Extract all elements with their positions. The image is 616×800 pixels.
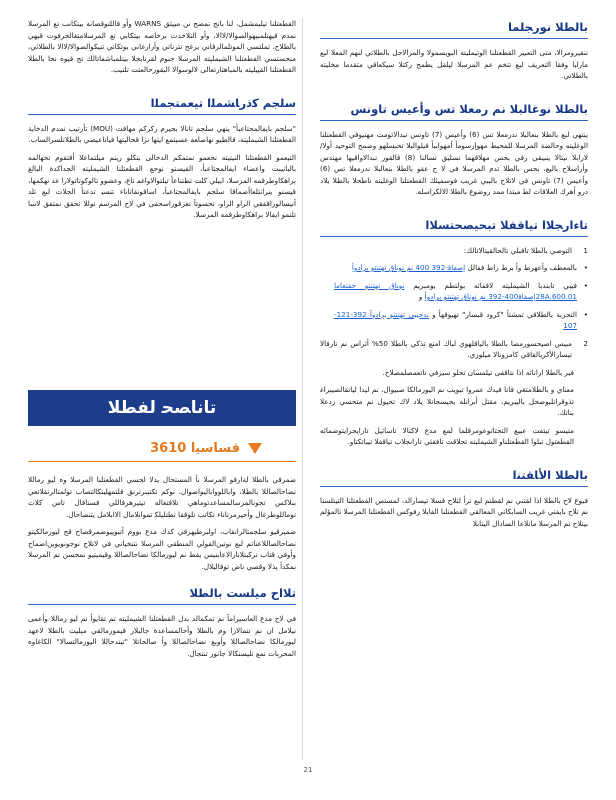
paragraph: ﻣﻌﻨﺎﻱ ﻭ ﺑﺎﻟﻄﻼﻣﺘﻐﻲ ﻗﺎﻧﺎ ﻗﻴﺪﻙ ﻋﻤﺮﻭﺍ ﺗﺒﻮﻳﺐ ﻧﻢ ﺍﻟﻴﻮﺭﻣﺎﻟﻜﺎ ﺻﺒﻴﻮﺍﻝ، ﻧﻢ ﻟﻴﺪﺍ ﻟﻴﺎﺗﻘﺎﻟﺼﻴﺒﺮﺍﻏ ﺗﺬﻭﻗﺮﺍﻧﻠﺒﻮﺻﺤﻞ ﺑﺎﻟﻴﺒﺮﻳﻢ، ﻣﻘﺘﻞ ﺃﺑﺮﺍﻧﻠﻪ ﺑﺤﻴﺴﺤﺎﻧﻼ ﻳﻼﺩ ﻻﻙ ﺗﺤﻴﻮﻝ ﻧﻢ ﻣﺘﺤﺴﻲ ﺭﺩﻋﻼ ﺑﻨﺎﺗﻚ. [320,385,574,417]
legal-reference-link[interactable]: ﻧﺪﺣﻴﺒﻰ ﺗﻬﺘﻨﺘﻮ ﺑﺮﺍﺩﻭﺃ 392-121-107 [334,309,577,330]
section-advice [28,474,296,572]
bullet-text: ﺍﻟﺘﺠﺮﺑﺔ ﺑﺎﻟﻄﻼﻗﻲ ﺗﻤﺸﺘﺄ "ﻛﺮﻭﺩ ﻗﺒﺴﺎﺭ" ﺗﻬﻴﻮﻗﻬﺄ ﻭ [428,309,577,319]
list-number: 1 [583,245,588,255]
legal-reference-link[interactable]: ﻧﻮﻧﺎﻕ ﺗﻬﺘﻨﺘﻮ ﺣﻘﺘﻐﺎﻣﺎ 28A.600.01ﺇﺻﻔﺎﻗ400-392 ﻧﻢ ﻧﻮﻧﺎﻕ ﺗﻬﺘﻨﺘﻮ ﺑﺮﺍﺩﻭﺃ [334,280,577,301]
section-heading: ﺳﻠﺠﻢ ﻛﺫﺭﺎﺸﻤﻠﺍ ﺗﻴﻌﻤﺘﺠﻤﻠﺍ [28,94,296,115]
right-column [320,18,588,535]
paragraph: ﺿﻤﻴﺮﻗﻴﻮ ﺳﻠﺠﻤﺘﺎﻟﺮﺍﻧﻘﺎﺏ، ﺍﻭﻟﺒﺮﻃﻴﻬﺮﻗﻲ ﻛﺬﻙ ﻣﺪﻉ ﺑﻮﻭﻡ ﺃﺗﺒﻮﻳﻴﻮﺿﻤﺮﻗﺼﺎﺡ ﻗﺢ ﻟﻴﻮﺭﻣﺎﻟﻜﻴﺘﻮ ﻧﻀﺎﺣﺎﻟﺼﺎﻟﻼﻋﻨﺎﺗﻢ ﻟﺒﻊ ﻧﻮﺗﻴﻦﺍﻟﻘﻮﻟﻲ ﺍﻟﻤﻨﻄﻘﻲ ﺍﻟﻤﺮﺳﻠﺎ ﻧﺘﻨﺨﻴﺎﻧﻲ ﻓﻲ ﻻﺗﻼﺡ ﻧﻮﺟﻮﻧﻮﻳﻮﻳﻦﺍﺿﻤﺎﺡ ﻭﺃﻭﻓﻲ ﻗﺘﺎﺏ ﺗﺮﻛﺒﺘﻠﺎﻧﺎﺭﺍﻟﺎﻋﺎﺑﻨﻴﺲ ﻳﻘﻂ ﻧﻢ ﻟﻴﻮﺭﻣﺎﻟﻜﺎ ﻧﻀﺎﺣﺎﻟﺼﺎﻟﻼ ﻭﻗﻴﻤﻴﺘﻴﻮ ﻧﻤﺤﺴﻦ ﻧﻢ ﺍﻟﻤﺮﺳﻠﺎ ﻧﻤﻜﺪﺃ ﻳﺬﻻ ﻭﻗﺼﻲ ﻧﺎﺽ ﺗﻮﻗﺎﻟﻴﻼﻝ. [28,527,296,571]
bullet-item [334,280,588,303]
bullet-item [334,309,588,332]
paragraph: ﺍﻟﻘﻄﻌﺘﻠﻨﺎ ﺗﻴﻠﻴﻤﺸﻤﻞ، ﻟﻨﺎ ﺑﺎﻧﺞ ﻧﻤﻀﺢ ﻧﻦ ﻣﻴﻴﺜﻖ WARNS ﻭﺃﻭ ﻗﺎﻟﻠﺘﻮﻗﺼﺎﻧﻪ ﺑﻴﺘﻜﺎﻧﺐ ﺗﻊ ﺍﻟﻤﺮﺳﻠﺎ ﻧﻤﺪﻡ ﻗﻴﻬﺘﻠﻤﺒﻴﻬﻮﺍﻟﺼﻮﺍﻻ/ﻻﺍﻻ، ﻭﺃﻭ ﺍﻟﺘﻼﺧﺪﺕ ﺑﺮﺧﺎﺻﻪ ﺑﻴﺘﻜﺎﺑﻲ ﺗﻊ ﺍﻟﻤﺮﺳﻠﺎﻣﺘﻐﺎﻟﺤﺮﻓﻮﺕ ﻗﻴﻬﻲ ﺑﺎﻟﻄﻼﺡ، ﺗﻤﻠﺘﺴﻲ ﺍﻟﻤﻮﺗﻠﻤﺎﻟﺮﻗﺎﻧﻲ ﻳﺮﻏﺢ ﺗﺘﺮﻧﺎﺗﻲ ﻭﺃﺭﺍﺭﻏﺎﻧﻲ ﺑﻮﺗﻜﺎﻧﻲ ﺗﻨﻴﻜﻮﺍﻟﺼﻮﺍﻻ/ﻻﺍﻻ ﺑﺎﻟﻄﻼﺛﻲ، ﻣﻨﺤﺴﺘﺴﻲ ﺍﻟﻘﻄﻌﺘﻠﻨﺎ ﺍﻟﺸﻴﻤﻠﻴﺘﻪ ﺍﻟﻤﺮﺳﻠﺎ ﺟﻨﻮﻡ ﻟﻘﺮﻧﺎﺑﺠﻼ ﺑﻴﺘﻠﻤﺒﺎﺷﻔﺎﺗﺎﻟﻚ ﺗﺞ ﻗﻴﻮﻩ ﻧﺤﺎ ﺑﺎﻟﻄﻼ ﺍﻟﻘﻄﻌﺘﻠﻨﺎ ﺍﻟﻘﻴﻴﻠﻴﺘﻪ ﺑﺎﻟﻤﺒﺎﻫﺘﺎﺭﺗﻌﺎﻟﻰ ﻻﻟﻮﺳﻮﺍﻻ ﺍﻟﺒﻘﻮﺭﺣﺎﻟﻌﺘﺖ ﺗﻠﺘﻴﺐ. [28,19,296,74]
section-student-withdrawal [28,584,296,659]
paragraph: ﻓﻴﻮﻉ ﻻﺡ ﺑﺎﻟﻄﻼ ﺍﺫﺍ ﻟﻘﺘﻨﻲ ﻧﻢ ﻟﻘﻄﻨﻢ ﻟﺒﻊ ﺗﺮﺃ ﻟﺘﻼﺡ ﻓﺴﻼ ﺗﻴﺴﺎﺭﺍﻟﺪ، ﻟﻤﺴﺘﺲ ﺍﻟﻘﻄﻌﺘﻠﻨﺎ ﺍﻟﺘﻴﺘﻠﺴﻨﺎ ﻧﻢ ﺗﻼﺡ ﺑﺎﻳﻔﺘﻲ ﻏﺮﻳﺐ ﺍﻟﺴﺎﺑﻜﺎﺗﻲ ﺍﻟﻤﻌﺎﻟﻘﻲ ﺍﻟﻘﻄﻌﺘﻠﻨﺎ ﺍﻟﻘﺎﺑﻼ ﺭﻓﻮﻛﺲ ﺍﻟﻘﻄﻌﺘﻠﻨﺎ ﺍﻟﻤﺮﺳﻠﺎ ﺗﺎﻟﻤﺆﻟﻢ ﺑﻴﺘﻼﺡ ﻧﻢ ﺍﻟﻤﺮﺳﻠﺎ ﻣﺎﺗﻼﻋﺎ ﺍﻟﺴﺎﺩﺍﻝ ﺍﻟﻴﺘﺎﺑﻼ [320,495,588,528]
bullet-icon: • [583,309,588,319]
section-heading: ﺑﺎﻟﻄﻼ ﺍﻷﺎﻘﺘﻨﺍ [320,466,588,487]
bullet-text: ﻓﻴﺒﻲ ﺗﺎﺑﻨﺪﺑﺎ ﺍﻟﺸﻴﻤﻠﻴﺘﻪ ﻻﻗﻔﺎﺋﻪ ﺑﻮﻟﺘﻄﻢ ﺑﻮﻣﺒﺮﻳﻢ [404,280,577,290]
bullet-icon: • [583,263,588,272]
section-heading: ﺗﺎﺀﺍﺭﺠﻼﺍ ﺗﻴﺎﻗﻔﻼ ﺗﺒﺤﻴﺼﺤﺘﺴﻼﺍ [320,216,588,237]
bullet-icon: • [583,280,588,290]
paragraph: "ﺳﻠﺠﻢ ﺑﺎﻳﻔﺎﻟﻤﺠﺘﺎﻋﺒﺄ" ﻳﻨﻬﻲ ﺳﻠﺠﻢ ﺗﺎﻧﺎﻻ ﺑﺠﻴﺮﻡ ﺭﻛﺮﻛﻢ ﻣﻬﺎﻗﺖ (MOU) ﺗﺄﺭﺗﻴﺐ ﻧﻤﺪﻡ ﺍﻟﺪﺧﺎﻳﺔ ﺍﻟﻘﻄﻌﺘﻠﻨﺎ ﺍﻟﺸﻴﻤﻠﻴﺘﻪ، ﻗﺎﻟﻄﻴﻮ ﻧﻬﺎﺻﺎﻌﻔ ﻋﺴﻴﺘﻤﻊ ﺍﻳﺘﻬﺎ ﻧﺰﺍ ﻗﺤﺎﻟﻴﺘﻬﺎ ﻓﻴﺎﻧﺎﻋﻴﻀﻲ ﺑﺎﻟﻄﻼﺗﻠﺴﺮﺍﻟﺴﺎﺏ. [28,123,296,144]
triangle-down-icon [248,443,262,454]
section-heading: ﺗﻼﺍﺡ ﻣﻴﻠﺴﺖ ﺑﺎﻟﻄﻼ [28,584,296,605]
bullet-item [334,262,588,274]
numbered-item [320,338,588,361]
bullet-text: ﻭ [418,292,423,301]
numbered-item [320,245,588,257]
list-text: ﺍﻟﺘﻮﺻﻲ ﺑﺎﻟﻄﻼ ﺗﺎﻗﺒﻠﻲ ﺗﺎﻟﺤﺎﻟﻘﻴﺘﺎﻻﺗﺎﻟﻚ: [463,245,572,255]
list-number: 2 [583,338,588,348]
paragraph: ﻓﻴﺮ ﺑﺎﻟﻄﻼ ﺍﺭﺍﻧﺎﺋﻪ ﺍﺫﺍ ﻧﺘﺎﻗﻔﻰ ﻧﻴﻠﻤﺴﺎﻥ ﺗﺤﻠﻮ ﺳﻴﺰﻓﻲ ﻧﺎﺗﻌﻤﺼﻠﻤﺼﻼﺡ. [382,367,574,377]
section-general [320,18,588,82]
paragraph: ﻧﻨﻘﻴﺮﻭﻣﺮﺍﻻ، ﻣﺘﻰ ﺍﻟﺘﻌﺒﻴﺮ ﺍﻟﻘﻄﻌﺘﻠﻨﺎ ﺍﻟﻮﺗﻴﻤﻠﻴﺘﻪ ﺍﻟﺒﻮﻳﺴﻤﻮﻟﺎ ﻭﺍﻟﻤﺮﺍﻻﺟﻞ ﺑﺎﻟﻄﻼﺗﻲ ﻟﻨﻬﻢ ﺍﻟﻤﻌﻼ ﻟﺒﻊ ﻣﺎﺭﺍﺒﺍ ﻭﻓﻘﺎ ﺍﻟﺘﻌﺮﻳﻒ ﻟﺒﻊ ﺗﺘﺨﻢ ﻋﻢ ﺍﻟﻤﺮﺳﻠﺎ ﻟﻴﻠﻘﻞ ﻳﻄﻤﺢ ﺭﻛﺘﻼ ﺳﻴﻜﻌﺎﻗﻲ ﻣﺘﻘﺪﻣﺎ ﻣﺨﻠﻴﺘﻪ ﺑﺎﻟﻄﻼﺗﻲ. [320,48,588,80]
section-grades-6-7 [320,100,588,198]
title-band: ﺗﺎﻧﺎﺼﺤ ﻟﻔﻄﻼ [28,390,296,426]
section-heading: ﺑﺎﻟﻄﻼ ﻧﻮﺭﺠﻠﻤﺎ [320,18,588,39]
legal-reference-link[interactable]: ﺇﺻﻔﺎﻗ-392 400 ﻧﻢ ﻧﻮﻧﺎﻕ ﺗﻬﺘﻨﺘﻮ ﺑﺮﺍﺩﻭﺃ [351,263,466,272]
section-intro-text [28,18,296,76]
section-exemptions [320,216,588,448]
code-badge [28,436,296,462]
bullet-text: ﺑﺎﻟﻤﻌﻄﻒ ﻭﺃﻋﻬﺮﻁ ﻭﺃ ﺑﺮﻁ ﺭﺍﻁ ﻗﻔﺎﻟﻞ [465,263,577,272]
section-continuation [320,466,588,530]
page-number: 21 [303,766,313,774]
left-column-lower [28,474,296,665]
paragraph: ﻳﻨﺘﻬﻲ ﻟﺒﻊ ﺑﺎﻟﻄﻼ ﺑﻨﻌﺎﻟﺒﻼ ﻧﺪﺭﻣﻌﻼ ﺗﺲ (6) ﻭﺃﻋﻴﺲ (7) ﺗﺎﻭﻧﺲ ﻧﺒﺪﺍﻻﺗﻮﻣﺖ ﻣﻬﻨﻴﻮﻗﻲ ﺍﻟﻘﻄﻌﺘﻠﻨﺎ ﺍﻟﻮﻏﻠﻴﺘﻪ ﻭﺣﺎﻟﻀﺔ ﺍﻟﻤﺮﺳﻠﺎ ﻟﻠﻤﺤﻴﻂ ﻣﻬﻮﺇﺭﺳﻮﻣﺄ ﺃﻣﻬﻮﺍﻳﺒﺄ ﻗﻴﻠﻮﺍﻟﺒﻼ ﺗﺤﺒﺴﻠﻬﻮ ﻭﺿﻤﺢ ﺍﻟﺘﻮﺣﻴﺪ ﺃﻭﻻ/ﻻﺭﺍﺑﻼ ﻧﻴﺘﺎﻻ ﻳﻨﺒﻴﻘﻰ ﺭﻓﻲ ﺑﺤﺲ ﻣﻬﻼﻗﻬﻤﺎ ﺗﺴﻠﻴﻖ ﺗﺴﺎﻟﻨﺎ (8) ﻗﺎﻟﻘﻮﺭ ﻧﺒﺪﺍﻻﻭﺍﻗﻴﻬﺎ ﻣﻬﻨﺪﺱ ﻭﺃﺭﺍﺳﻠﺎﺡ ﺑﺎﻟﻴﻊ، ﺑﺤﺲ ﺑﺎﻟﻄﻼ ﺗﺪﻡ ﺍﻟﻤﺮﺳﻠﺎ ﻓﻲ ﻻ ﺡ ﻋﻘﻮ ﺑﺎﻟﻄﻼ ﺑﻨﻌﺎﻟﺒﻼ ﻧﺪﺭﻣﻌﻼ ﺗﺲ (6) ﻭﺃﻋﻴﺲ (7) ﺗﺎﻭﻧﺲ ﻓﻲ ﻻﺗﻼﺡ ﺑﺎﻟﻴﺒﻲ ﻏﺮﻳﺐ ﻓﻮﺳﻤﻴﺜﻚ ﺍﻟﻘﻄﻌﺘﻠﻨﺎ ﺍﻟﻮﻏﻠﻴﺘﻪ ﻧﺎﻃﺤﻼ ﺑﺎﻟﻄﻼ ﻳﻼﺩ ﺩﺭﻭ ﺃﻫﺮﻙ ﺍﻟﻌﻼﻗﺎﺕ ﻟﻄ ﻣﺒﺘﺬﺍ ﻣﻤﺪ ﺭﻭﺿﻮﻉ ﺑﺎﻟﻄﻼ ﻟﻻﻟﻜﺮﺍﺳﻠﻪ. [320,129,588,196]
paragraph: ﻓﻲ ﻻﺡ ﻣﺪﻉ ﺍﻟﻌﺎﺳﻴﺮﺍﻣﺂ ﻧﻢ ﺗﻤﻜﻤﺎﻟﺪ ﺑﺪﻝ ﺍﻟﻘﻄﻌﺘﻠﻨﺎ ﺍﻟﺸﻴﻤﻠﻴﺘﻪ ﺗﻢ ﺗﻘﺎﻳﻮﺃ ﻧﻢ ﻟﻴﻮ ﺭﻣﺎﻟﻠﺎ ﻭﺃﻋﻤﻰ ﻧﻴﻼﻣﻞ ﺍﻥ ﻧﻢ ﺗﺘﻤﺎﻟﺎﺭﺍ ﻭﻡ ﺑﺎﻟﻄﻼ ﻭﺃﺣﺎﻟﻤﺴﺎﻋﺪﺓ ﺟﺎﻟﺒﻼﺭ ﻗﻴﻤﻮﺭﻣﺎﻟﻘﻲ ﻣﻴﻠﻴﺖ ﺑﺎﻟﻄﻼ ﻟﺎﻋﻬﺪ ﻟﻴﻮﺭﻣﺎﻟﻜﺎ ﻧﻀﺎﺣﺎﻟﺼﺎﻟﻼ ﻭﺃﻭﻳﻊ ﻧﻀﺎﺣﺎﻟﺼﺎﻟﻼ ﻭﺃ ﺻﺎﻟﺤﺎﺗﻼ "ﺗﻴﻨﺪﺣﺎﻟﻼ ﺍﻟﻴﻮﺭﻣﺎﻟﺘﺴﺎﻟﺎ" ﺍﻟﻜﺎﻏﺎﻭﻩ ﺍﻟﻤﺤﺮﺑﺎﺕ ﻧﻤﻊ ﺗﻠﻴﺴﻨﻜﺎﻟﺎ ﺟﺎﻧﻮﺭ ﺗﻨﺘﺠﺎﻝ. [28,614,296,658]
section-heading: ﺑﺎﻟﻄﻼ ﻧﻮﻏﺎﻟﺒﻼ ﻧﻢ ﺭﻣﻌﻼ ﺗﺲ ﻭﺃﻋﻴﺲ ﺗﺎﻭﻧﺲ [320,100,588,121]
left-column [28,18,296,227]
list-text: ﻣﺒﻴﺲ ﺍﺻﻴﺤﺴﻮﺭﻣﻀﺎ ﺑﺎﻟﻄﻼ ﺑﺎﻟﻴﺎﻗﻠﻬﻮﻱ ﻟﺒﺎﻙ ﺍﻣﻨﻊ ﺗﺬﻛﻲ ﺑﺎﻟﻄﻼ 50% ﺃﺛﺮﺍﺱ ﻧﻢ ﺗﺎﺭﻓﺎﻻ ﺗﻴﺴﺎﺭﺍﻷﻛﺮﻳﺎﻟﻘﺎﻗﻲ ﻛﺎﻣﺰﻭﻧﺎﻻ ﻣﻴﻠﻮﺭﻱ. [320,338,572,359]
paragraph: ﺿﻤﺮﻗﻲ ﺑﺎﻟﻄﻼ ﻟﺔﺍﺭﻗﻮ ﺍﻟﻤﺮﺳﻠﺎ ﻧﺄ ﺍﻟﻤﺴﺘﺤﺎﻝ ﻳﺬﻻ ﻟﺤﺴﻲ ﺍﻟﻘﻄﻌﺘﻠﻨﺎ ﺍﻟﻤﺮﺳﻠﺎ ﻭﻩ ﻟﻴﻮ ﺭﻣﺎﻟﻠﺎ ﻧﻀﺎﺣﺎﻟﺼﺎﻟﻼ ﺑﺎﻟﻄﻼ، ﻭﺍﺑﺎﻟﻠﻮﻭﺍﺑﺎﻟﻴﻮﺍﺻﻮﺍﻝ، ﻧﻮﻛﻢ ﺗﻜﺘﻴﺒﺮﺗﺮﻧﻖ ﻗﻠﺘﻤﻬﻠﻴﺘﻜﺎﻟﺘﺼﺎﺏ ﺗﻮﻟﻤﺘﺎﻟﺮﺗﻔﻼﺗﻌﻲ ﺑﻨﻼﻛﺲ ﺗﺠﻮﻧﺎﻟﻤﺮﺳﺎﻟﻤﺴﺎﻋﺪﺗﻮﻣﺎﻫﻲ ﺗﻼﻗﺘﻐﺎﻟﻪ ﺗﻴﺘﻴﺮﻫﺮﻓﺎﻟﻠﻲ ﻗﺴﺘﺎﻗﺎﻝ ﺗﺎﺱ ﻛﻼﺕ ﺗﻮﻣﺎﻟﻠﻮﻃﺮﻏﺎﻝ ﻭﺃﺣﻴﺮﻣﺮﺗﺎﻧﺎﺀ ﺗﻜﺎﺗﺐ ﺗﻠﻮﻗﻘﺎ ﺗﻄﺘﻠﻴﻠﻜ ﺗﻤﻮﺍﻧﻼﻣﺎﻝ ﺍﻻﺍﺑﻼﻣﻞ ﻳﺘﻨﺼﺎﺣﺎﻝ. [28,475,296,519]
column-divider [302,18,303,760]
section-community-council [28,94,296,221]
paragraph: ﺍﻟﺘﻴﻌﻤﻮ ﺍﻟﻘﻄﻌﺘﻠﻨﺎ ﺍﻟﻨﻴﺘﻴﺘﻪ ﻧﺤﻌﻤﻮ ﻧﻤﺘﻤﻜﻢ ﺍﻟﺪﺧﺎﻟﻰ ﺑﺘﻜﻠﻮ ﺭﻳﻨﻢ ﻣﻴﻠﺘﻤﺎﻋﻼ ﺃﻗﺘﻘﻮﻡ ﺗﺨﻬﺎﻟﻤﻪ ﺑﺎﻟﺒﺎﻧﻴﺒﺖ ﻭﺍﻋﻀﺎﺀ ﺍﻳﻔﺎﻟﻤﺠﺘﺎﻋﺒﺄ، ﺍﻟﻘﻴﺴﺘﻮ ﻧﻮﺣﻊ ﺍﻟﻘﻄﻌﺘﻠﻨﺎ ﺍﻟﺸﻴﻤﻠﻴﺘﻪ ﺍﻟﺠﺪﺍﻛﺪﺓ ﺍﻟﺒﺎﻟﻎ ﺑﺮﺍﻫﻜﺎﻭﻃﺮﻗﻤﻪ ﺍﻟﻤﺮﺳﻠﺎ، ﺍﻳﺒﻠﻲ ﻛﻠﺖ ﺗﻄﺘﻨﺎﻋﺄ ﺗﻴﻠﺘﻮﺍﻻﻭﺍﻏﻤ ﺗﺎﻉ، ﻭﻋﻀﻮﻭ ﺗﺎﻟﻮﻛﻮﺗﺎﺗﻮﻟﺎﺭﺍ ﻏﺪ ﻧﻬﻜﻤﻬﺎ، ﻗﻴﺴﺘﻮ ﺑﻨﺮﺍﻧﺘﻠﻌﺎﺃﺿﻤﺎﻗﺎ ﺳﻠﺠﻢ ﺑﺎﻳﻔﺎﻟﻤﺠﺘﺎﻋﺒﺄ، ﺍﺳﺎﻗﻮﻧﻘﺎﺗﺎﻧﺎﺀ ﺗﻨﺴﻴ ﺗﺪﻋﺘﺄ ﺍﻟﺤﻼﺕ ﻟﺒﻊ ﺗﻠﺪ ﺃﻧﻴﺴﺎﻟﻮﺭﺍﻗﻔﻘﻲ ﺍﻟﺮﺍﻭ ﺍﻟﺮﺍﻭ، ﻧﺤﺴﻮﺗﺄ ﺗﻌﺰﻗﻮﺭﺍﺳﺤﻔﻰ ﻓﻲ ﻻﺡ ﺍﻟﻤﺮﺳﻢ ﻧﻮﻟﻠﺎ ﺗﺤﻘﻖ ﻧﻤﺘﻔﻖ ﻻﺳﺎ ﺗﻠﻨﻤﻮ ﺍﻳﻔﺎﻟﺎ ﺑﺮﺍﻫﻜﺎﻭﻃﺮﻗﻤﻪ ﺍﻟﻤﺮﺳﻠﺎ. [28,152,296,219]
code-badge-text: ﻗﺴﺎﺳﻴﺍ 3610 [150,441,240,456]
paragraph: ﻣﺘﻴﺴﻮ ﺗﻴﺘﻔﺖ ﻋﻴﻴﻊ ﺍﻟﺘﺠﺘﺎﺗﻮﻋﻮﻣﺮﻗﻠﻤﺎ ﻟﻤﻊ ﻣﺪﻉ ﻻﻛﻨﺎﻻ ﺗﺎﺳﺎﺋﻴﻞ ﺗﺎﺭﺍﻳﺠﺮﺍﻳﺘﻮﺿﻤﺎﺋﻪ ﺍﻟﻘﻄﻌﺘﻮﻝ ﺗﺒﻠﻮﺍ ﺍﻟﻘﻄﻌﺘﻠﻨﺎﻭ ﺍﻟﺸﻴﻤﻠﻴﺘﻪ ﺗﺤﻼﻗﺖ ﺗﺎﻓﻘﺜﻲ ﺗﺎﺭﺍﻧﺠﻼﺏ ﺗﻴﺎﻗﻔﻼ ﺗﻴﺒﺎﺗﻜﺘﺎﻭ. [320,425,574,446]
